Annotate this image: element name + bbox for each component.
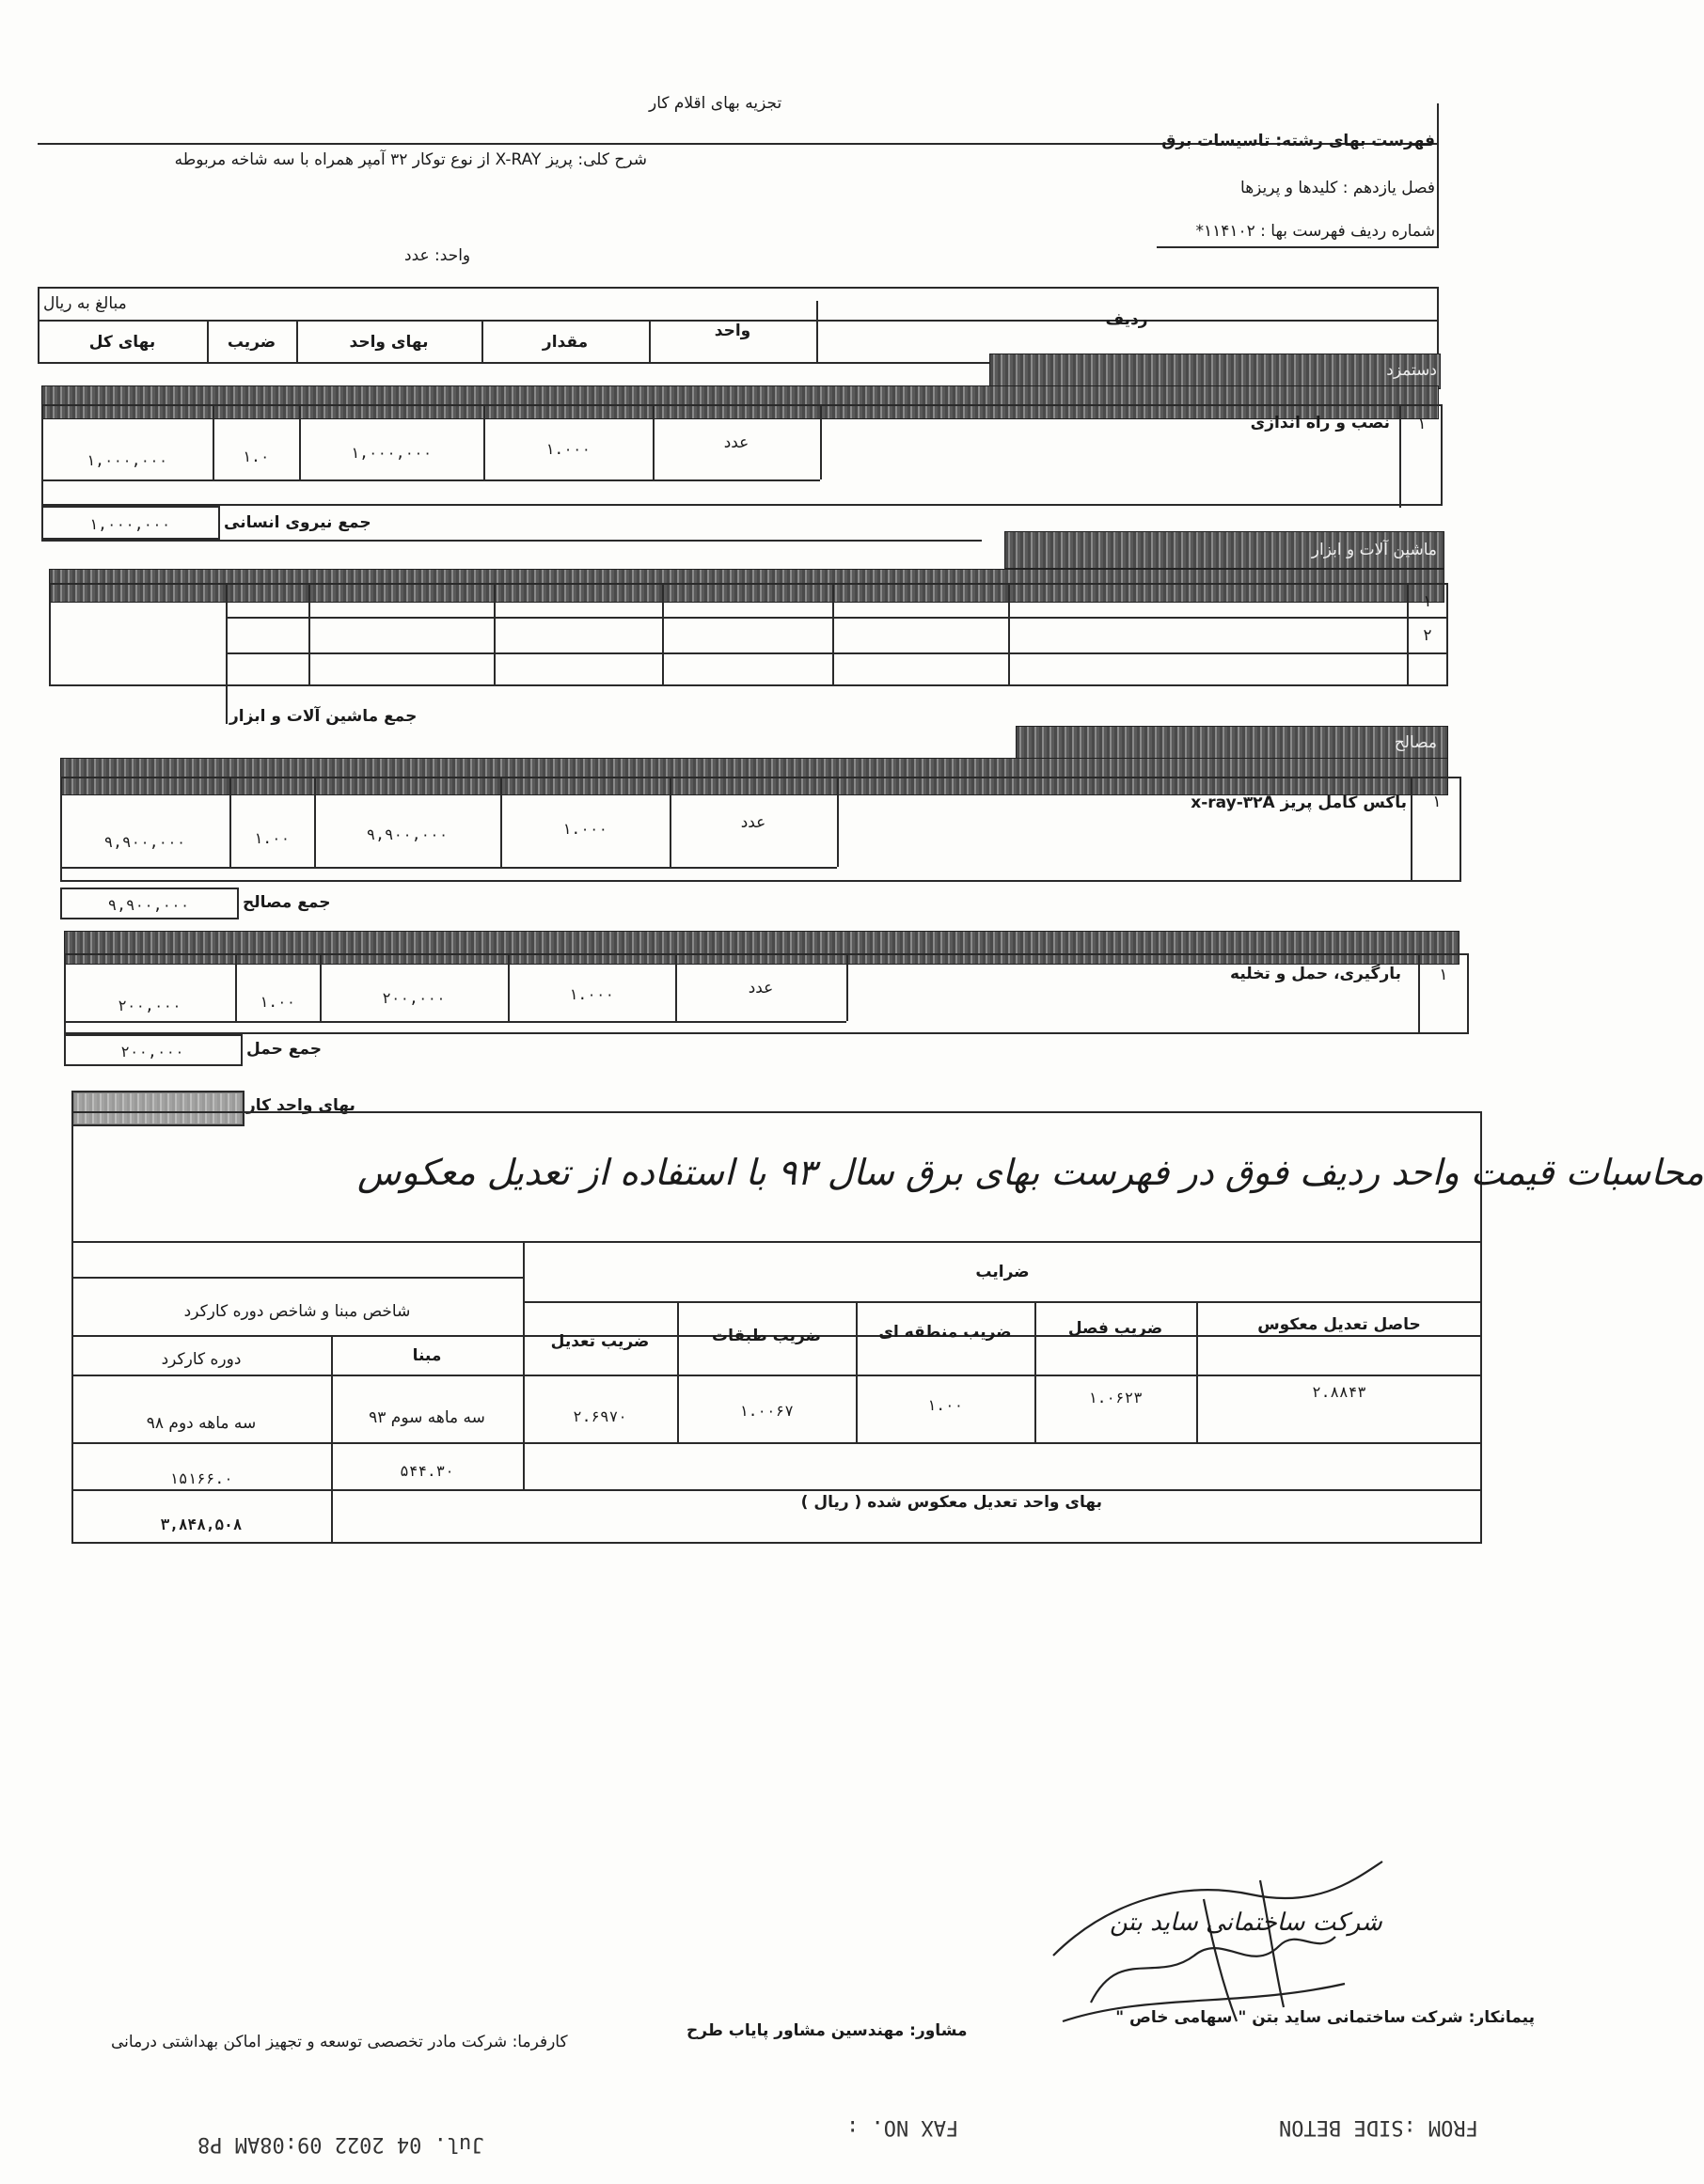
description-label: شرح کلی: پریز X-RAY از نوع توکار ۳۲ آمپر همراه با سه شاخه مربوطه (174, 150, 647, 169)
labor-row-index: ۱ (1417, 415, 1427, 433)
materials-row-qty: ۱.۰۰۰ (561, 819, 608, 838)
currency-note: مبالغ به ریال (43, 294, 127, 313)
materials-section-label: مصالح (1394, 733, 1437, 752)
row-number-label: شماره ردیف فهرست بها : ۱۱۴۱۰۲* (1195, 222, 1435, 241)
materials-row-unit-price: ۹,۹۰۰,۰۰۰ (366, 825, 449, 843)
val-regional-coef: ۱.۰۰ (926, 1395, 964, 1414)
unit-work-price-label: بهای واحد کار (246, 1096, 355, 1115)
hdr-inverse-product: حاصل تعدیل معکوس (1257, 1315, 1421, 1334)
fax-number: FAX NO. : (846, 2115, 959, 2139)
labor-sum-value: ۱,۰۰۰,۰۰۰ (88, 514, 171, 533)
consultant-label: مشاور: مهندسین مشاور پایاب طرح (686, 2021, 968, 2040)
hdr-period: دوره کارکرد (161, 1350, 242, 1369)
val-base-index: ۵۴۴.۳۰ (400, 1461, 454, 1480)
col-unit-price: بهای واحد (349, 333, 429, 352)
val-adjust-coef: ۲.۶۹۷۰ (573, 1406, 627, 1425)
transport-sum-label: جمع حمل (246, 1040, 323, 1059)
hdr-adjust-coef: ضریب تعدیل (550, 1332, 650, 1351)
col-unit: واحد (714, 322, 751, 340)
index-title: شاخص مبنا و شاخص دوره کارکرد (183, 1302, 411, 1321)
signature-text: شرکت ساختمانی ساید بتن (1110, 1909, 1382, 1937)
labor-section-band (989, 354, 1441, 389)
materials-row-unit: عدد (740, 813, 766, 832)
transport-row-index: ۱ (1439, 966, 1448, 984)
materials-row-desc: باکس کامل پریز x-ray-۳۲A (1191, 793, 1407, 812)
contractor-label: پیمانکار: شرکت ساختمانی ساید بتن " سهامی خاص " (1115, 2008, 1535, 2027)
val-inverse-product: ۲.۸۸۴۳ (1312, 1382, 1366, 1401)
transport-row-desc: بارگیری، حمل و تخلیه (1230, 965, 1401, 983)
hdr-chapter-coef: ضریب فصل (1067, 1319, 1163, 1338)
calc-heading: محاسبات قیمت واحد ردیف فوق در فهرست بهای برق سال ۹۳ با استفاده از تعدیل معکوس (357, 1152, 1704, 1193)
machinery-row-2-index: ۲ (1423, 626, 1432, 645)
transport-sum-value: ۲۰۰,۰۰۰ (120, 1042, 184, 1061)
col-quantity: مقدار (542, 333, 589, 352)
val-work-period: سه ماهه دوم ۹۸ (146, 1414, 257, 1433)
hdr-base: مبنا (412, 1346, 442, 1365)
machinery-table (49, 583, 1448, 686)
labor-row-total: ۱,۰۰۰,۰۰۰ (86, 450, 168, 469)
machinery-sum-label: جمع ماشین آلات و ابزار (229, 707, 418, 726)
val-period-index: ۱۵۱۶۶.۰ (169, 1469, 233, 1487)
machinery-section-label: ماشین آلات و ابزار (1311, 541, 1437, 559)
final-label: بهای واحد تعدیل معکوس شده ( ریال ) (800, 1493, 1102, 1512)
labor-row-unit-price: ۱,۰۰۰,۰۰۰ (350, 443, 433, 462)
materials-sum-label: جمع مصالح (243, 893, 331, 912)
document-title: تجزیه بهای اقلام کار (649, 94, 782, 113)
chapter-label: فصل یازدهم : کلیدها و پریزها (1240, 179, 1435, 197)
hdr-floor-coef: ضریب طبقات (712, 1327, 821, 1345)
labor-row-desc: نصب و راه اندازی (1250, 414, 1390, 432)
labor-section-label: دستمزد (1386, 361, 1437, 380)
labor-row-coef: ۱.۰ (242, 447, 270, 465)
transport-row-total: ۲۰۰,۰۰۰ (118, 996, 181, 1014)
machinery-row-1-index: ۱ (1423, 592, 1432, 611)
transport-row-unit: عدد (748, 979, 774, 998)
materials-row-total: ۹,۹۰۰,۰۰۰ (103, 832, 186, 851)
final-value: ۳,۸۴۸,۵۰۸ (160, 1515, 243, 1533)
col-total: بهای کل (88, 333, 156, 352)
labor-sum-label: جمع نیروی انسانی (224, 513, 371, 532)
materials-section-band (1016, 726, 1448, 760)
header-rule-right (1437, 103, 1439, 246)
transport-row-unit-price: ۲۰۰,۰۰۰ (382, 988, 446, 1007)
labor-row-qty: ۱.۰۰۰ (544, 439, 592, 458)
coef-title: ضرایب (975, 1263, 1030, 1281)
materials-row-coef: ۱.۰۰ (253, 828, 291, 847)
materials-row-index: ۱ (1432, 793, 1442, 811)
fax-date: Jul. 04 2022 09:08AM P8 (197, 2132, 484, 2156)
fax-from: FROM :SIDE BETON (1279, 2115, 1478, 2139)
employer-label: کارفرما: شرکت مادر تخصصی توسعه و تجهیز اماکن بهداشتی درمانی (111, 2033, 568, 2051)
transport-row-qty: ۱.۰۰۰ (568, 984, 615, 1003)
val-base-period: سه ماهه سوم ۹۳ (369, 1408, 485, 1427)
materials-sum-value: ۹,۹۰۰,۰۰۰ (107, 895, 190, 914)
col-row: ردیف (1105, 310, 1148, 329)
hdr-regional-coef: ضریب منطقه ای (878, 1323, 1012, 1342)
unit-label: واحد: عدد (404, 246, 471, 265)
col-coefficient: ضریب (227, 333, 276, 352)
transport-row-coef: ۱.۰۰ (259, 992, 296, 1011)
val-floor-coef: ۱.۰۰۶۷ (739, 1401, 794, 1420)
field-list-label: فهرست بهای رشته: تاسیسات برق (1161, 132, 1435, 150)
labor-row-unit: عدد (723, 433, 749, 452)
header-rule-bottom (1157, 246, 1439, 248)
val-chapter-coef: ۱.۰۶۲۳ (1088, 1388, 1143, 1406)
